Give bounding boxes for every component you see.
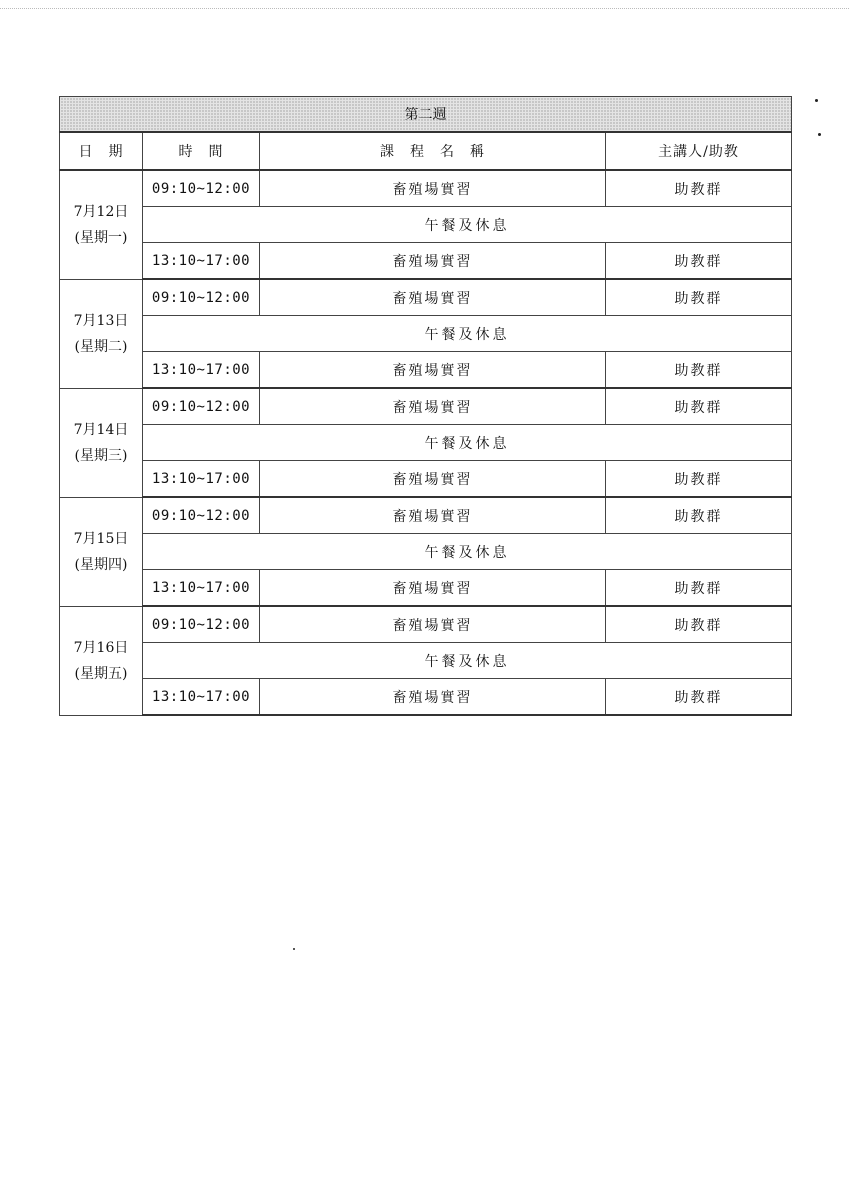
lecturer-cell: 助教群 [606, 679, 792, 716]
schedule-row-afternoon [60, 243, 792, 280]
course-cell: 畜殖場實習 [260, 243, 606, 280]
header-row [60, 132, 792, 170]
course-cell: 畜殖場實習 [260, 606, 606, 643]
header-lecturer: 主講人/助教 [606, 132, 792, 170]
schedule-row-afternoon [60, 461, 792, 498]
weekday-label: (星期一) [74, 229, 128, 246]
page-top-edge-line [0, 8, 849, 9]
schedule-row-lunch [60, 534, 792, 570]
schedule-row-lunch [60, 425, 792, 461]
date-cell [60, 606, 143, 715]
weekday-label: (星期四) [74, 556, 128, 573]
date-cell [60, 388, 143, 497]
course-cell: 畜殖場實習 [260, 497, 606, 534]
lecturer-cell: 助教群 [606, 388, 792, 425]
header-time: 時 間 [143, 132, 260, 170]
course-cell: 畜殖場實習 [260, 679, 606, 716]
date-label: 7月12日 [73, 203, 129, 220]
lunch-cell: 午餐及休息 [143, 316, 792, 352]
schedule-row-morning [60, 279, 792, 316]
schedule-row-lunch [60, 643, 792, 679]
time-cell: 13:10~17:00 [143, 243, 260, 280]
lunch-cell: 午餐及休息 [143, 643, 792, 679]
lecturer-cell: 助教群 [606, 352, 792, 389]
lecturer-cell: 助教群 [606, 279, 792, 316]
date-label: 7月16日 [73, 639, 129, 656]
time-cell: 09:10~12:00 [143, 170, 260, 207]
course-cell: 畜殖場實習 [260, 388, 606, 425]
header-date: 日 期 [60, 132, 143, 170]
scan-speck [293, 948, 295, 950]
schedule-row-morning [60, 606, 792, 643]
header-course: 課 程 名 稱 [260, 132, 606, 170]
schedule-row-morning [60, 388, 792, 425]
weekday-label: (星期五) [74, 665, 128, 682]
time-cell: 09:10~12:00 [143, 388, 260, 425]
weekday-label: (星期二) [74, 338, 128, 355]
scan-speck [815, 99, 818, 102]
lunch-cell: 午餐及休息 [143, 425, 792, 461]
course-cell: 畜殖場實習 [260, 570, 606, 607]
scan-speck [818, 133, 821, 136]
time-cell: 09:10~12:00 [143, 497, 260, 534]
course-cell: 畜殖場實習 [260, 279, 606, 316]
date-cell [60, 170, 143, 279]
lunch-cell: 午餐及休息 [143, 207, 792, 243]
course-cell: 畜殖場實習 [260, 461, 606, 498]
schedule-row-lunch [60, 316, 792, 352]
time-cell: 09:10~12:00 [143, 606, 260, 643]
lecturer-cell: 助教群 [606, 497, 792, 534]
time-cell: 13:10~17:00 [143, 461, 260, 498]
week-title-row [60, 97, 792, 133]
schedule-row-afternoon [60, 352, 792, 389]
date-label: 7月14日 [73, 421, 129, 438]
date-cell [60, 279, 143, 388]
weekday-label: (星期三) [74, 447, 128, 464]
course-cell: 畜殖場實習 [260, 170, 606, 207]
week-title: 第二週 [60, 97, 792, 133]
lecturer-cell: 助教群 [606, 170, 792, 207]
week-schedule-table [59, 96, 792, 716]
course-cell: 畜殖場實習 [260, 352, 606, 389]
schedule-row-afternoon [60, 570, 792, 607]
lecturer-cell: 助教群 [606, 570, 792, 607]
schedule-row-morning [60, 170, 792, 207]
date-cell [60, 497, 143, 606]
lecturer-cell: 助教群 [606, 461, 792, 498]
schedule-row-morning [60, 497, 792, 534]
date-label: 7月15日 [73, 530, 129, 547]
date-label: 7月13日 [73, 312, 129, 329]
lecturer-cell: 助教群 [606, 243, 792, 280]
time-cell: 09:10~12:00 [143, 279, 260, 316]
lecturer-cell: 助教群 [606, 606, 792, 643]
schedule-row-afternoon [60, 679, 792, 716]
lunch-cell: 午餐及休息 [143, 534, 792, 570]
schedule-row-lunch [60, 207, 792, 243]
time-cell: 13:10~17:00 [143, 352, 260, 389]
time-cell: 13:10~17:00 [143, 679, 260, 716]
time-cell: 13:10~17:00 [143, 570, 260, 607]
